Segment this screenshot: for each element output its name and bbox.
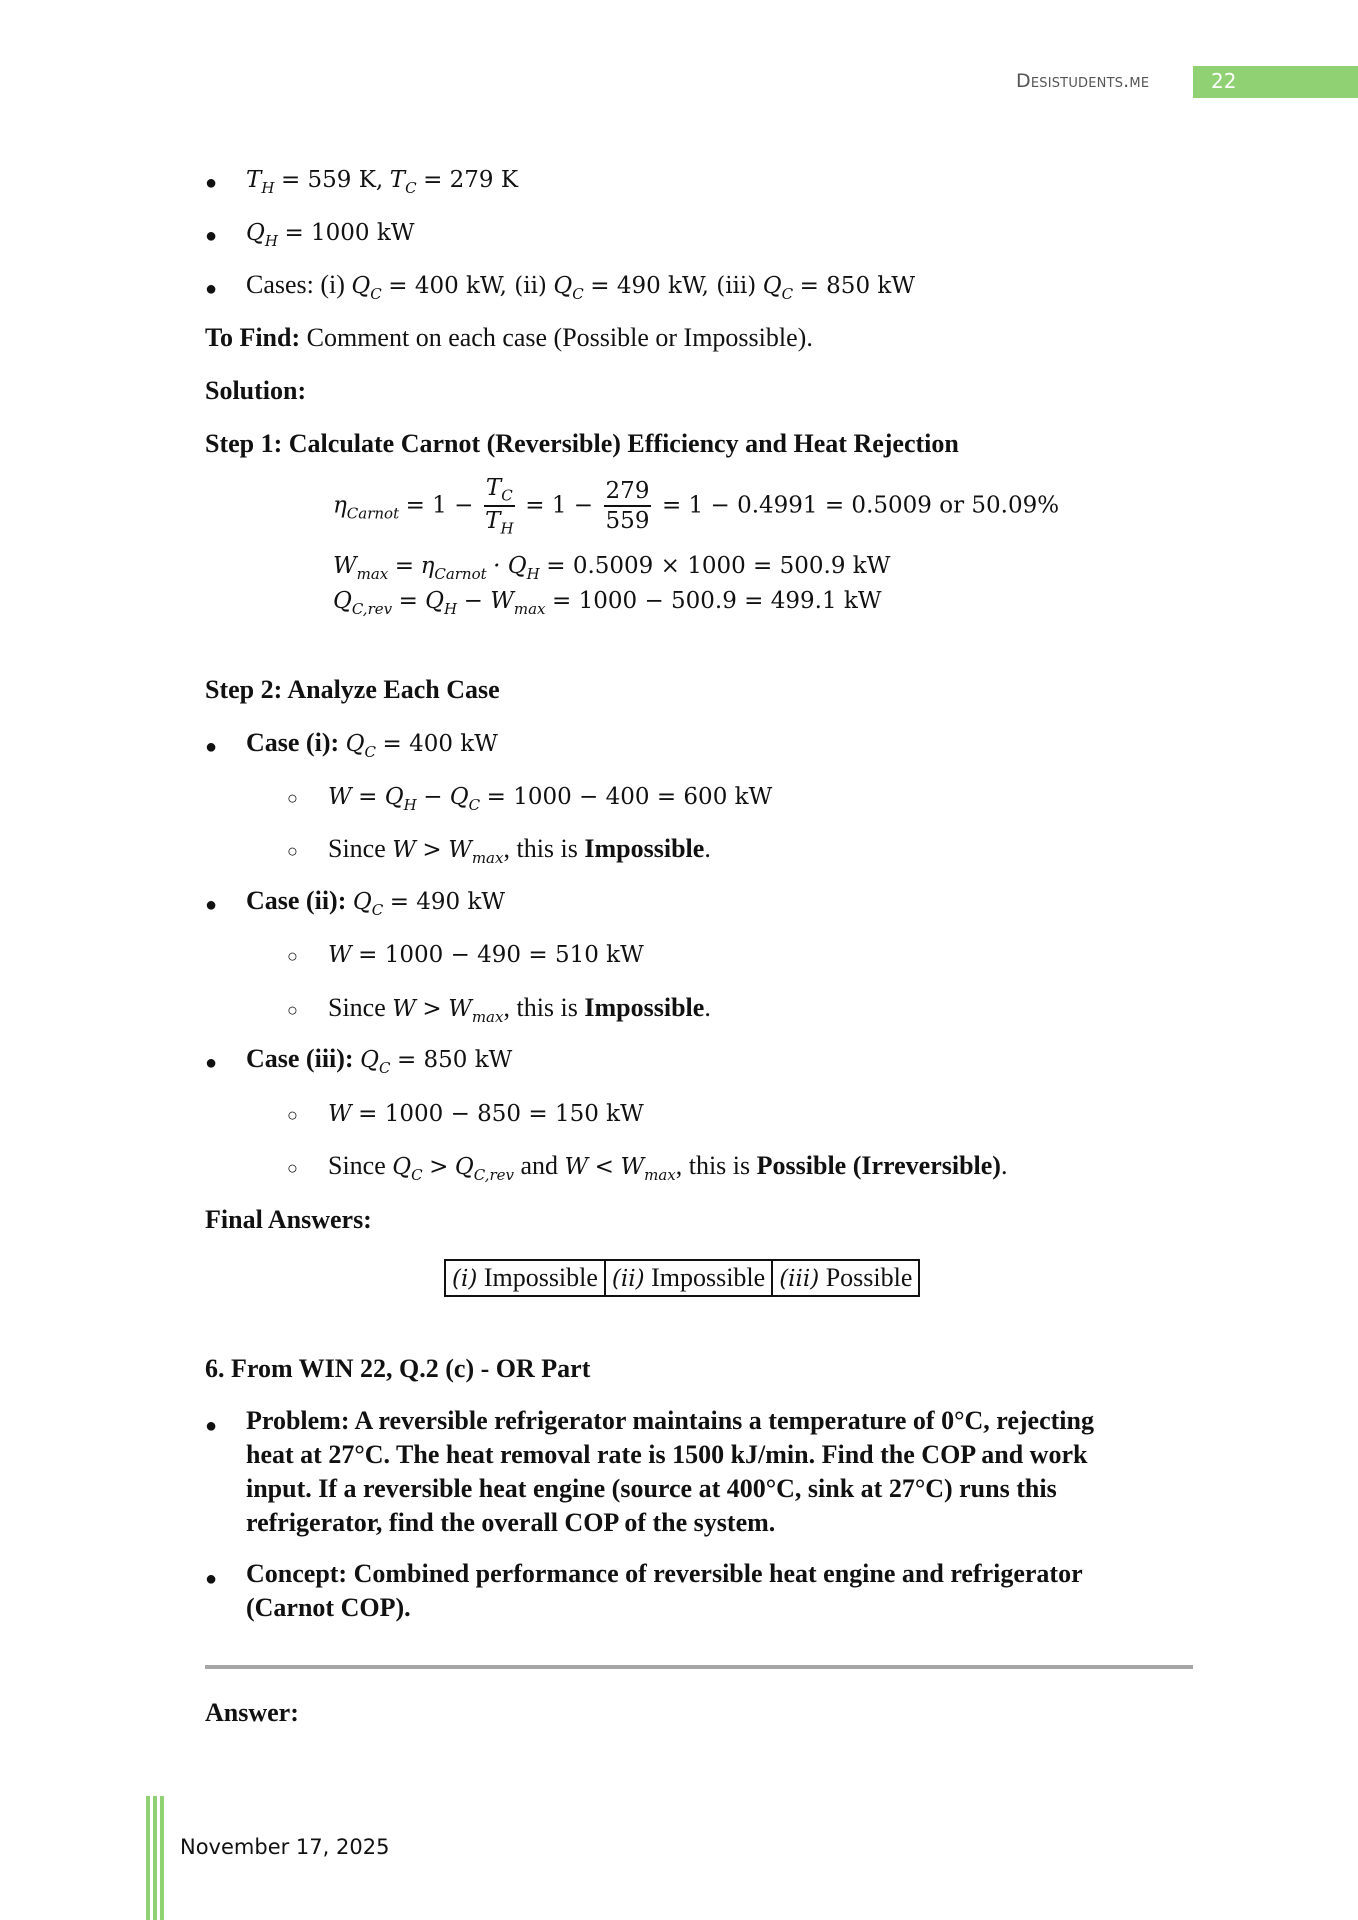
page-number-badge bbox=[1193, 66, 1358, 98]
bullet-icon: ● bbox=[205, 1052, 218, 1074]
final-answers-table bbox=[444, 1259, 920, 1297]
given-heat-input: $Q_H = 1000$ kW bbox=[246, 220, 415, 251]
bullet-icon: ● bbox=[205, 172, 218, 194]
case-3-verdict: Since $Q_C > Q_{C,rev}$ and $W < W_{max}$, this is Possible (Irreversible). bbox=[328, 1151, 1008, 1185]
divider bbox=[205, 1665, 1193, 1669]
case-1-work: $W = Q_H - Q_C = 1000 - 400 = 600$ kW bbox=[328, 784, 773, 815]
site-name: Desistudents.me bbox=[1016, 70, 1150, 92]
case-3-work: W = 1000 − 850 = 150 kW bbox=[328, 1101, 644, 1127]
problem-statement: Problem: A reversible refrigerator maintains a temperature of 0°C, rejecting heat at 27°C. The heat removal rate is 1500 kJ/min. Find the COP and work input. If a reversible heat engine (source at 400°C, sink at 27°C) runs this refrigerator, find the overall COP of the system. bbox=[246, 1406, 1094, 1537]
carnot-efficiency-equation: $\eta_{Carnot} = 1$ − $\frac{T_C}{T_H}$ = 1 − $\frac{279}{559}$ = 1 − 0.4991 = 0.5009 or 50.09% bbox=[333, 475, 1060, 538]
answer-cell: (i) Impossible bbox=[445, 1260, 605, 1296]
circle-bullet-icon: ○ bbox=[287, 841, 298, 861]
case-2-heading: Case (ii): $Q_C = 490$ kW bbox=[246, 886, 506, 920]
step2-heading: Step 2: Analyze Each Case bbox=[205, 675, 500, 704]
circle-bullet-icon: ○ bbox=[287, 788, 298, 808]
bullet-icon: ● bbox=[205, 736, 218, 758]
page-number: 22 bbox=[1211, 69, 1237, 93]
footer-accent-line bbox=[146, 1796, 150, 1920]
bullet-icon: ● bbox=[205, 278, 218, 300]
reversible-heat-rejection-equation: $Q_{C,rev} = Q_H - W_{max} = 1000 - 500.9 = 499.1$ kW bbox=[333, 588, 882, 619]
case-1-verdict: Since $W > W_{max}$, this is Impossible. bbox=[328, 834, 711, 868]
concept-statement: Concept: Combined performance of reversible heat engine and refrigerator (Carnot COP). bbox=[246, 1559, 1083, 1622]
footer-accent-line bbox=[153, 1796, 157, 1920]
footer-accent-line bbox=[160, 1796, 164, 1920]
final-answers-heading: Final Answers: bbox=[205, 1205, 372, 1234]
answer-cell: (iii) Possible bbox=[772, 1260, 919, 1296]
case-2-verdict: Since $W > W_{max}$, this is Impossible. bbox=[328, 993, 711, 1027]
given-cases: Cases: (i) $Q_C = 400$ kW, (ii) $Q_C = 490$ kW, (iii) $Q_C = 850$ kW bbox=[246, 270, 915, 304]
solution-heading: Solution: bbox=[205, 376, 307, 405]
case-2-work: W = 1000 − 490 = 510 kW bbox=[328, 942, 644, 968]
bullet-icon: ● bbox=[205, 225, 218, 247]
footer-date: November 17, 2025 bbox=[180, 1835, 390, 1859]
answer-label: Answer: bbox=[205, 1698, 299, 1727]
circle-bullet-icon: ○ bbox=[287, 1158, 298, 1178]
bullet-icon: ● bbox=[205, 894, 218, 916]
circle-bullet-icon: ○ bbox=[287, 1105, 298, 1125]
bullet-icon: ● bbox=[205, 1568, 218, 1590]
answer-cell: (ii) Impossible bbox=[605, 1260, 772, 1296]
step1-heading: Step 1: Calculate Carnot (Reversible) Efficiency and Heat Rejection bbox=[205, 429, 959, 458]
question-6-heading: 6. From WIN 22, Q.2 (c) - OR Part bbox=[205, 1354, 591, 1383]
circle-bullet-icon: ○ bbox=[287, 946, 298, 966]
case-3-heading: Case (iii): $Q_C = 850$ kW bbox=[246, 1044, 513, 1078]
max-work-equation: $W_{max} = \eta_{Carnot} \cdot Q_H = 0.5009 \times 1000 = 500.9$ kW bbox=[333, 553, 891, 584]
case-1-heading: Case (i): $Q_C = 400$ kW bbox=[246, 728, 498, 762]
to-find: To Find: Comment on each case (Possible or Impossible). bbox=[205, 323, 813, 352]
bullet-icon: ● bbox=[205, 1415, 218, 1437]
given-temperatures: $T_H = 559$ K, $T_C = 279$ K bbox=[246, 167, 519, 198]
circle-bullet-icon: ○ bbox=[287, 1000, 298, 1020]
